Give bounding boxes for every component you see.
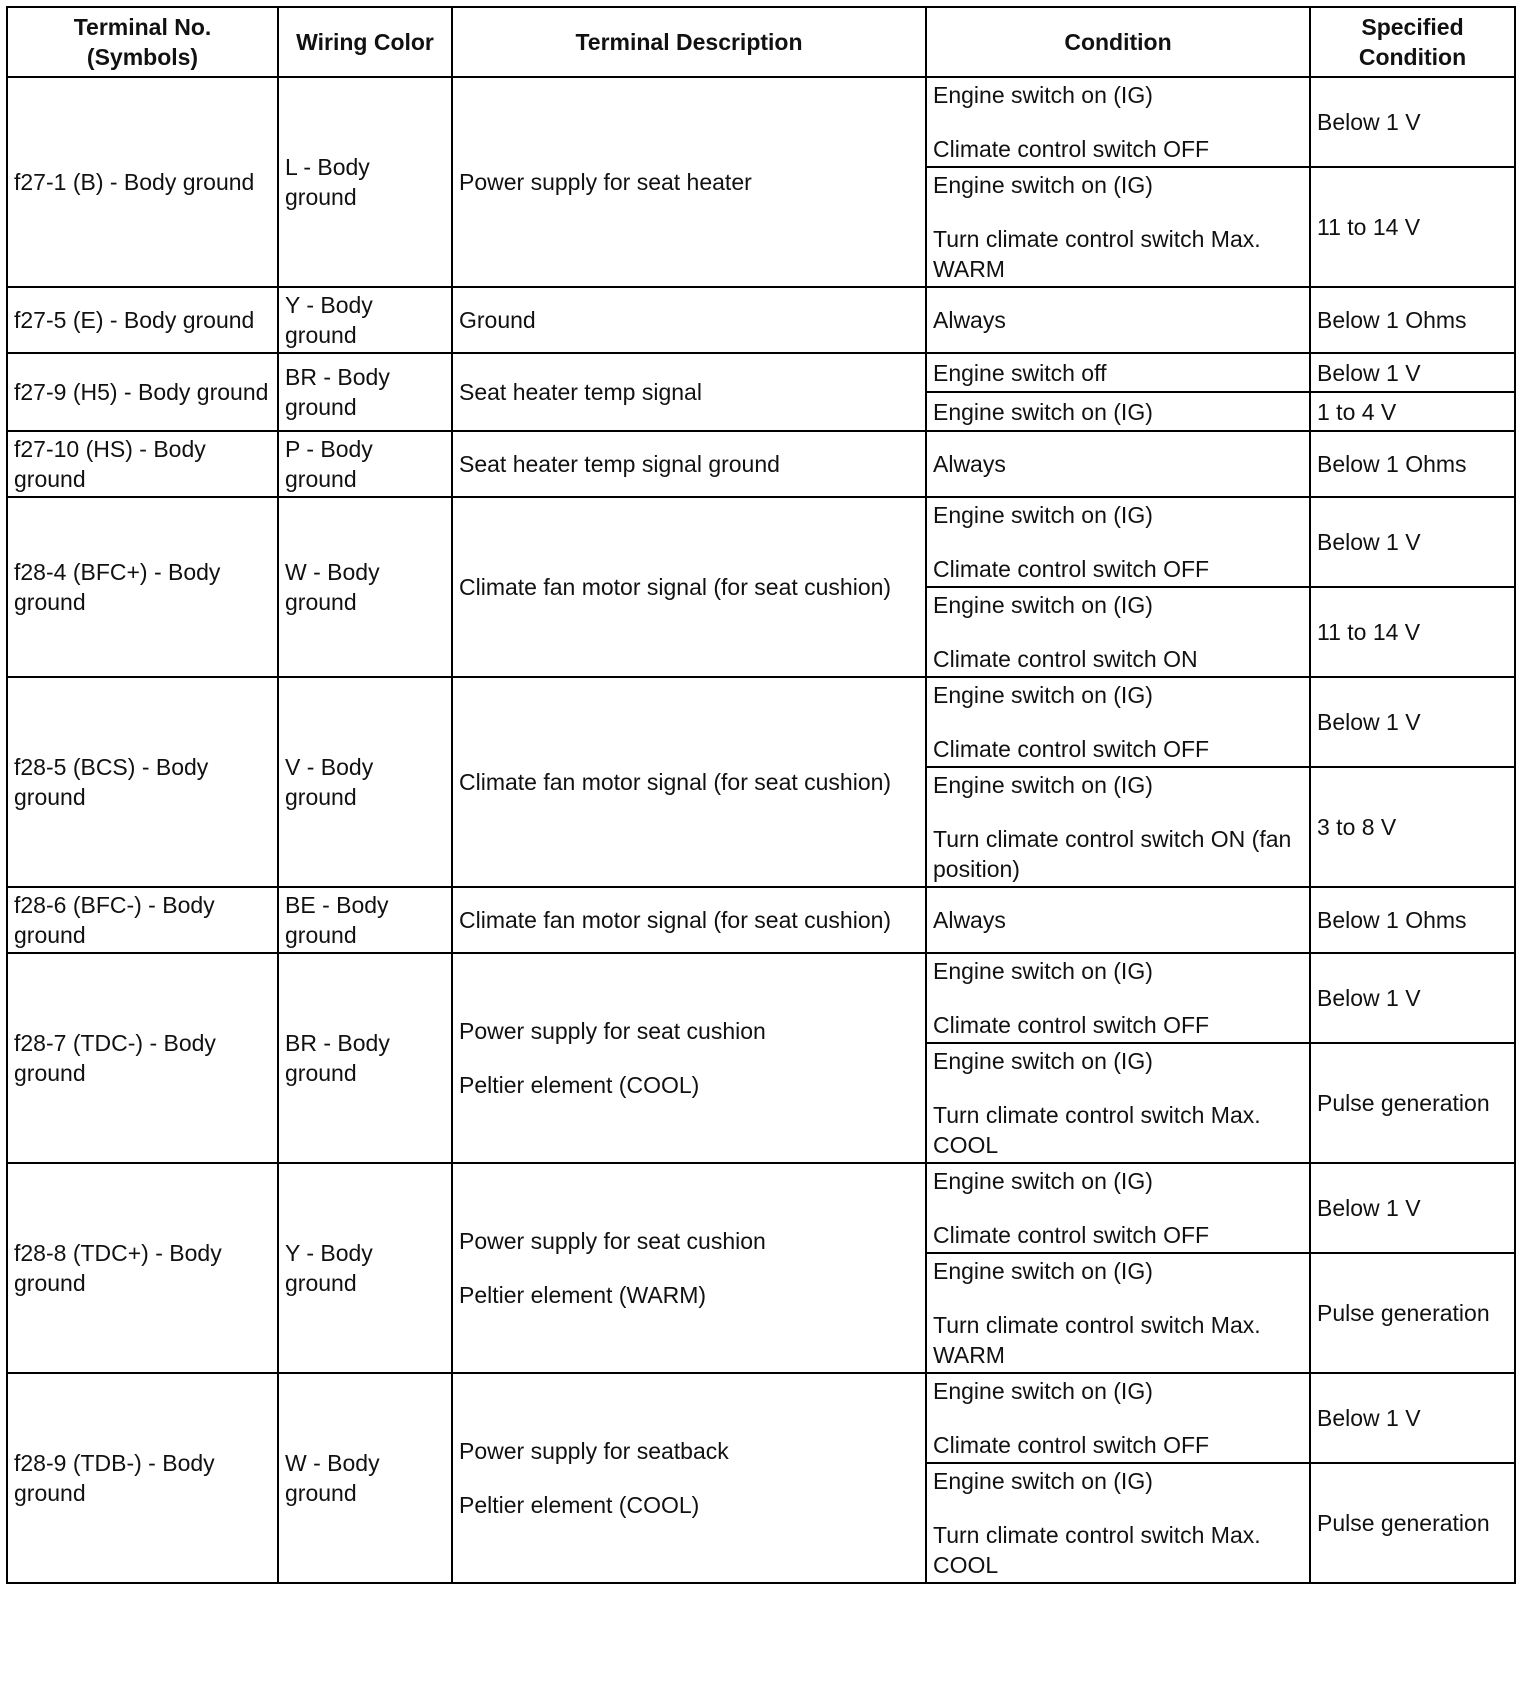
terminal-cell: f28-5 (BCS) - Body ground (7, 677, 278, 887)
specified-condition-cell: Pulse generation (1310, 1253, 1515, 1373)
wiring-color-cell: Y - Body ground (278, 287, 452, 353)
terminal-cell: f27-10 (HS) - Body ground (7, 431, 278, 497)
table-row (7, 1163, 1515, 1253)
condition-line: Climate control switch OFF (933, 556, 1210, 582)
condition-cell (926, 497, 1310, 587)
header-specified (1310, 7, 1515, 77)
specified-condition-cell: 11 to 14 V (1310, 167, 1515, 287)
condition-line: Always (933, 451, 1006, 477)
description-line: Power supply for seatback (459, 1438, 729, 1464)
terminal-cell: f28-4 (BFC+) - Body ground (7, 497, 278, 677)
header-condition: Condition (926, 7, 1310, 77)
condition-line: Always (933, 907, 1006, 933)
condition-cell (926, 953, 1310, 1043)
terminal-description-cell (452, 887, 926, 953)
header-wiring: Wiring Color (278, 7, 452, 77)
header-description: Terminal Description (452, 7, 926, 77)
terminal-description-cell (452, 497, 926, 677)
condition-line: Engine switch on (IG) (933, 1468, 1153, 1494)
table-row (7, 353, 1515, 392)
condition-cell (926, 1163, 1310, 1253)
terminal-description-cell (452, 287, 926, 353)
specified-condition-cell: Below 1 V (1310, 953, 1515, 1043)
terminal-description-cell (452, 953, 926, 1163)
terminal-cell: f28-7 (TDC-) - Body ground (7, 953, 278, 1163)
table-row (7, 953, 1515, 1043)
condition-line: Turn climate control switch Max. WARM (933, 1312, 1261, 1368)
specified-condition-cell: Pulse generation (1310, 1043, 1515, 1163)
description-line: Seat heater temp signal ground (459, 451, 780, 477)
specified-condition-cell: 11 to 14 V (1310, 587, 1515, 677)
specified-condition-cell: Below 1 V (1310, 497, 1515, 587)
wiring-color-cell: W - Body ground (278, 1373, 452, 1583)
terminal-cell: f27-9 (H5) - Body ground (7, 353, 278, 431)
specified-condition-cell: Below 1 Ohms (1310, 887, 1515, 953)
condition-line: Turn climate control switch Max. COOL (933, 1102, 1261, 1158)
description-line: Peltier element (COOL) (459, 1072, 700, 1098)
condition-cell (926, 1373, 1310, 1463)
table-row (7, 1373, 1515, 1463)
table-row (7, 77, 1515, 167)
condition-cell (926, 1463, 1310, 1583)
table-row (7, 431, 1515, 497)
specified-condition-cell: Below 1 V (1310, 1373, 1515, 1463)
terminal-spec-table-wrapper (6, 6, 1516, 1584)
condition-line: Engine switch on (IG) (933, 682, 1153, 708)
table-row (7, 677, 1515, 767)
header-row (7, 7, 1515, 77)
header-terminal-line-1: Terminal No. (73, 14, 212, 40)
specified-condition-cell: Pulse generation (1310, 1463, 1515, 1583)
condition-line: Engine switch on (IG) (933, 502, 1153, 528)
terminal-cell: f27-1 (B) - Body ground (7, 77, 278, 287)
terminal-description-cell (452, 431, 926, 497)
condition-line: Turn climate control switch Max. COOL (933, 1522, 1261, 1578)
header-specified-line-2: Condition (1358, 44, 1467, 70)
description-line: Climate fan motor signal (for seat cushion) (459, 907, 892, 933)
condition-line: Climate control switch OFF (933, 1222, 1210, 1248)
condition-line: Climate control switch OFF (933, 136, 1210, 162)
condition-line: Engine switch on (IG) (933, 1378, 1153, 1404)
condition-line: Climate control switch OFF (933, 1012, 1210, 1038)
terminal-description-cell (452, 1373, 926, 1583)
specified-condition-cell: Below 1 V (1310, 677, 1515, 767)
table-row (7, 887, 1515, 953)
specified-condition-cell: 3 to 8 V (1310, 767, 1515, 887)
description-line: Peltier element (WARM) (459, 1282, 707, 1308)
wiring-color-cell: L - Body ground (278, 77, 452, 287)
description-line: Peltier element (COOL) (459, 1492, 700, 1518)
description-line: Climate fan motor signal (for seat cushion) (459, 574, 892, 600)
terminal-description-cell (452, 77, 926, 287)
description-line: Power supply for seat heater (459, 169, 752, 195)
condition-line: Turn climate control switch Max. WARM (933, 226, 1261, 282)
condition-line: Engine switch on (IG) (933, 958, 1153, 984)
condition-line: Engine switch on (IG) (933, 398, 1153, 425)
specified-condition-cell: Below 1 V (1310, 1163, 1515, 1253)
terminal-description-cell (452, 353, 926, 431)
condition-cell (926, 353, 1310, 392)
condition-line: Climate control switch OFF (933, 1432, 1210, 1458)
condition-cell (926, 587, 1310, 677)
terminal-cell: f28-9 (TDB-) - Body ground (7, 1373, 278, 1583)
description-line: Ground (459, 307, 536, 333)
description-line: Power supply for seat cushion (459, 1228, 766, 1254)
condition-line: Engine switch on (IG) (933, 592, 1153, 618)
condition-cell (926, 1253, 1310, 1373)
specified-condition-cell: Below 1 Ohms (1310, 431, 1515, 497)
condition-line: Climate control switch ON (933, 646, 1198, 672)
condition-cell (926, 287, 1310, 353)
header-specified-line-1: Specified (1361, 14, 1464, 40)
specified-condition-cell: Below 1 V (1310, 77, 1515, 167)
wiring-color-cell: P - Body ground (278, 431, 452, 497)
description-line: Seat heater temp signal (459, 379, 702, 405)
condition-line: Always (933, 307, 1006, 333)
terminal-cell: f27-5 (E) - Body ground (7, 287, 278, 353)
condition-line: Engine switch on (IG) (933, 82, 1153, 108)
terminal-description-cell (452, 1163, 926, 1373)
condition-cell (926, 392, 1310, 431)
specified-condition-cell: 1 to 4 V (1310, 392, 1515, 431)
terminal-cell: f28-6 (BFC-) - Body ground (7, 887, 278, 953)
condition-line: Engine switch on (IG) (933, 172, 1153, 198)
condition-line: Turn climate control switch ON (fan position) (933, 826, 1292, 882)
condition-cell (926, 887, 1310, 953)
wiring-color-cell: Y - Body ground (278, 1163, 452, 1373)
header-terminal (7, 7, 278, 77)
wiring-color-cell: BR - Body ground (278, 953, 452, 1163)
wiring-color-cell: W - Body ground (278, 497, 452, 677)
condition-line: Engine switch on (IG) (933, 772, 1153, 798)
wiring-color-cell: BE - Body ground (278, 887, 452, 953)
table-row (7, 497, 1515, 587)
terminal-spec-table (6, 6, 1516, 1584)
header-terminal-line-2: (Symbols) (86, 44, 199, 70)
condition-line: Engine switch off (933, 359, 1107, 386)
wiring-color-cell: BR - Body ground (278, 353, 452, 431)
condition-cell (926, 767, 1310, 887)
description-line: Power supply for seat cushion (459, 1018, 766, 1044)
table-row (7, 287, 1515, 353)
condition-cell (926, 1043, 1310, 1163)
terminal-cell: f28-8 (TDC+) - Body ground (7, 1163, 278, 1373)
table-body (7, 77, 1515, 1583)
condition-cell (926, 431, 1310, 497)
terminal-description-cell (452, 677, 926, 887)
condition-line: Engine switch on (IG) (933, 1168, 1153, 1194)
specified-condition-cell: Below 1 V (1310, 353, 1515, 392)
condition-cell (926, 677, 1310, 767)
condition-cell (926, 167, 1310, 287)
condition-cell (926, 77, 1310, 167)
wiring-color-cell: V - Body ground (278, 677, 452, 887)
description-line: Climate fan motor signal (for seat cushion) (459, 769, 892, 795)
condition-line: Engine switch on (IG) (933, 1048, 1153, 1074)
condition-line: Climate control switch OFF (933, 736, 1210, 762)
condition-line: Engine switch on (IG) (933, 1258, 1153, 1284)
specified-condition-cell: Below 1 Ohms (1310, 287, 1515, 353)
